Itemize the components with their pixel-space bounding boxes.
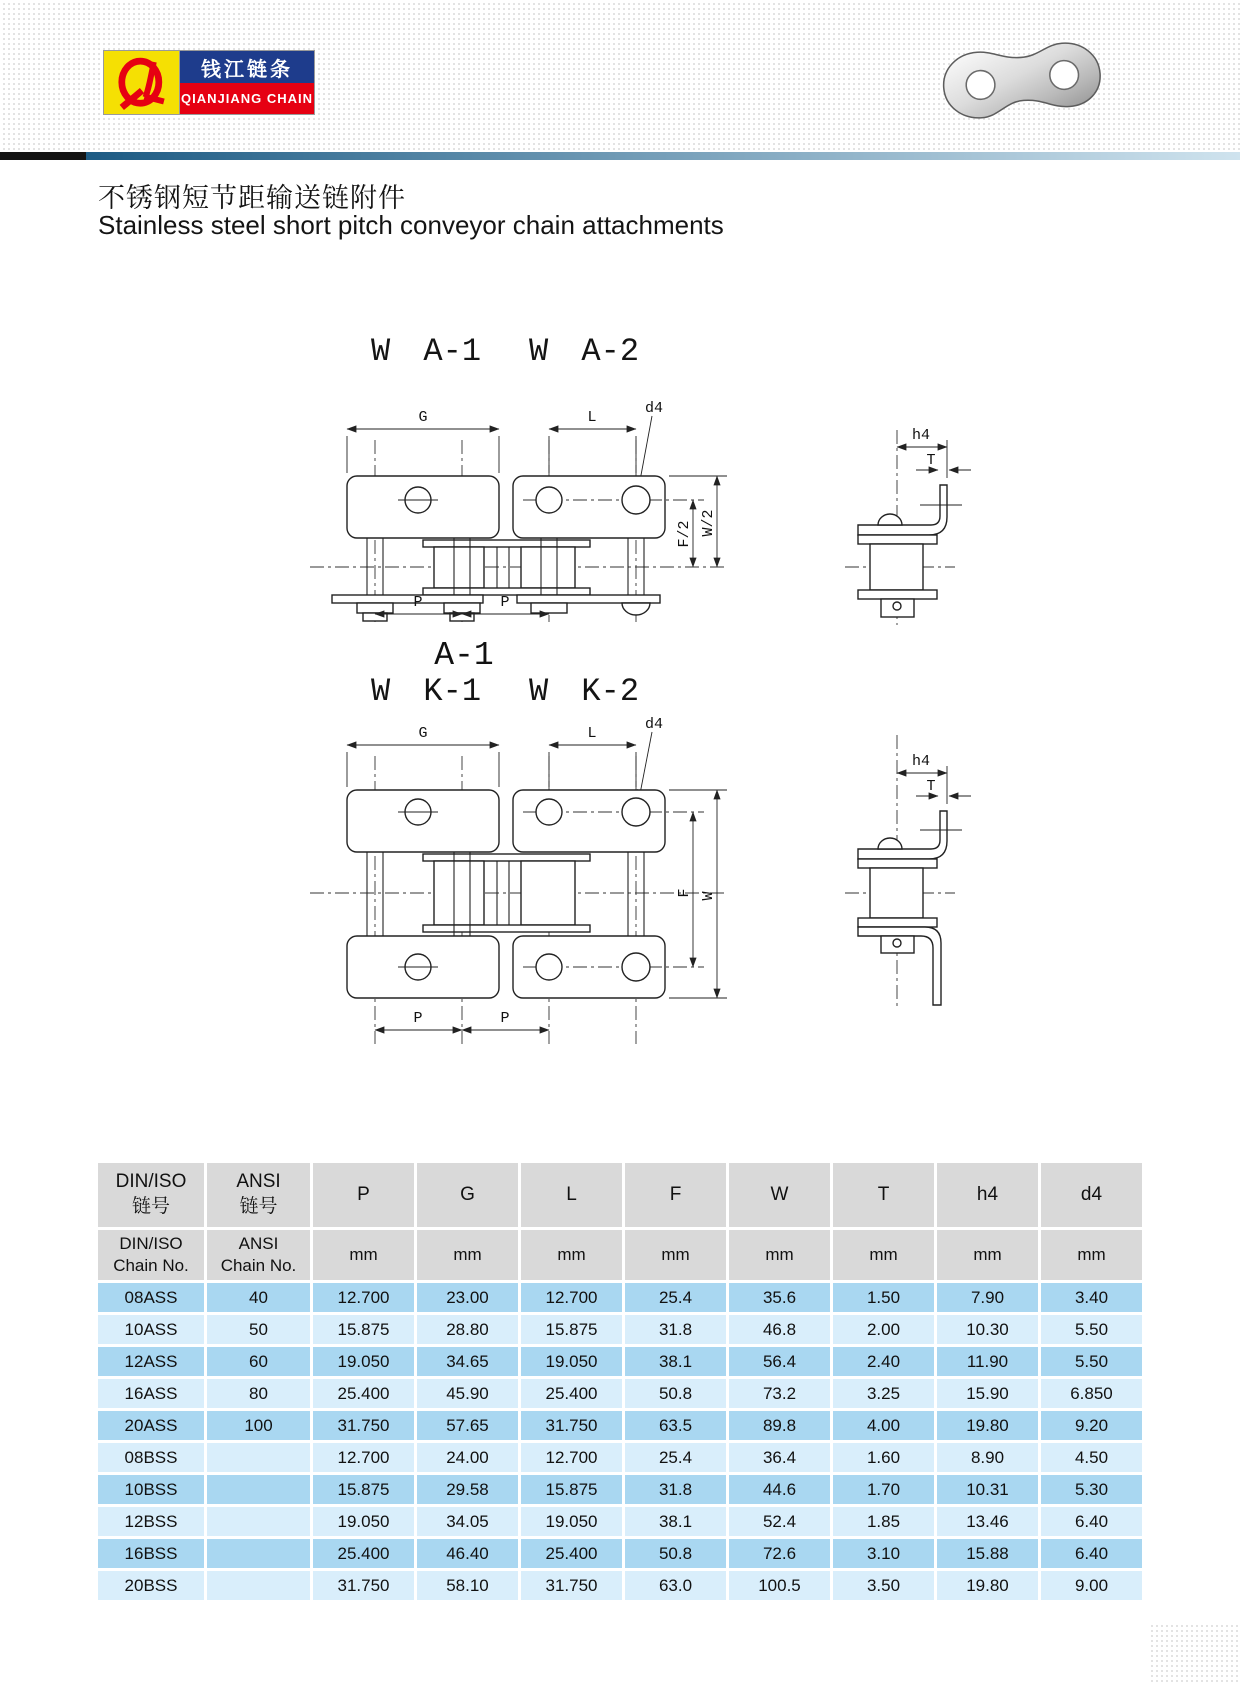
- diagram-a-caption: A-1: [434, 637, 494, 674]
- table-header-row-1: [98, 1163, 1142, 1227]
- unit-cell: mm: [937, 1230, 1038, 1280]
- table-row-20ASS: 20ASS 100 31.750 57.65 31.750 63.5 89.8 4.00 19.80 9.20: [98, 1411, 1142, 1440]
- dim-label-h4: h4: [911, 427, 931, 444]
- unit-cell: mm: [313, 1230, 414, 1280]
- dim-label-T: T: [926, 452, 936, 469]
- diagram-k-right-label: W K-2: [529, 673, 640, 710]
- diagram-k-front-view: [310, 716, 727, 1044]
- table-row-12BSS: 12BSS 19.050 34.05 19.050 38.1 52.4 1.85 13.46 6.40: [98, 1507, 1142, 1536]
- dim-label-P1: P: [413, 1010, 423, 1027]
- logo-brand-en: QIANJIANG CHAIN: [180, 83, 314, 114]
- dim-label-d4: d4: [645, 400, 664, 417]
- unit-cell: mm: [417, 1230, 518, 1280]
- col-subheader-ansi: ANSI Chain No.: [207, 1230, 310, 1280]
- logo-text-box: [180, 51, 314, 114]
- section-divider: [0, 152, 1240, 160]
- table-row-08BSS: 08BSS 12.700 24.00 12.700 25.4 36.4 1.60 8.90 4.50: [98, 1443, 1142, 1472]
- divider-black-segment: [0, 152, 86, 160]
- table-row-16ASS: 16ASS 80 25.400 45.90 25.400 50.8 73.2 3.25 15.90 6.850: [98, 1379, 1142, 1408]
- dim-label-G: G: [418, 725, 428, 742]
- dim-label-L: L: [587, 725, 597, 742]
- diagram-k-drawing: [290, 650, 1020, 1050]
- dim-label-L: L: [587, 409, 597, 426]
- dim-label-G: G: [418, 409, 428, 426]
- dim-label-F: F: [676, 888, 693, 898]
- table-row-10BSS: 10BSS 15.875 29.58 15.875 31.8 44.6 1.70 10.31 5.30: [98, 1475, 1142, 1504]
- dim-label-F2: F/2: [676, 520, 693, 548]
- diagram-k-left-label: W K-1: [371, 673, 482, 710]
- dim-label-T: T: [926, 778, 936, 795]
- table-header-row-2: [98, 1230, 1142, 1280]
- diagram-a-left-label: W A-1: [371, 333, 482, 370]
- logo-monogram-box: [104, 51, 180, 114]
- diagram-k-side-view: [845, 735, 971, 1010]
- table-row-10ASS: 10ASS 50 15.875 28.80 15.875 31.8 46.8 2.00 10.30 5.50: [98, 1315, 1142, 1344]
- col-header-T: T: [833, 1163, 934, 1227]
- col-header-F: F: [625, 1163, 726, 1227]
- unit-cell: mm: [521, 1230, 622, 1280]
- col-subheader-din-iso: DIN/ISO Chain No.: [98, 1230, 204, 1280]
- diagram-a-front-view: [310, 400, 727, 674]
- spec-table: [95, 1160, 1145, 1603]
- logo-brand-cn: 钱江链条: [180, 51, 314, 83]
- dim-label-P1: P: [413, 594, 423, 611]
- table-row-16BSS: 16BSS 25.400 46.40 25.400 50.8 72.6 3.10 15.88 6.40: [98, 1539, 1142, 1568]
- dim-label-W2: W/2: [700, 509, 717, 537]
- col-header-h4: h4: [937, 1163, 1038, 1227]
- qianjiang-logo: [103, 50, 315, 115]
- dim-label-d4: d4: [645, 716, 664, 733]
- table-row-20BSS: 20BSS 31.750 58.10 31.750 63.0 100.5 3.50 19.80 9.00: [98, 1571, 1142, 1600]
- dim-label-W: W: [700, 891, 717, 901]
- dim-label-P2: P: [500, 594, 510, 611]
- dim-label-h4: h4: [911, 753, 931, 770]
- divider-gradient-segment: [86, 152, 1240, 160]
- ql-monogram-icon: [110, 55, 174, 111]
- chain-link-plate-image: [937, 36, 1107, 127]
- col-header-d4: d4: [1041, 1163, 1142, 1227]
- unit-cell: mm: [729, 1230, 830, 1280]
- col-header-din-iso: DIN/ISO 链号: [98, 1163, 204, 1227]
- dim-label-P2: P: [500, 1010, 510, 1027]
- corner-dot-pattern: [1148, 1622, 1240, 1683]
- diagram-a-side-view: [845, 427, 971, 625]
- col-header-W: W: [729, 1163, 830, 1227]
- col-header-P: P: [313, 1163, 414, 1227]
- diagram-a-right-label: W A-2: [529, 333, 640, 370]
- col-header-G: G: [417, 1163, 518, 1227]
- unit-cell: mm: [1041, 1230, 1142, 1280]
- diagram-a-drawing: [290, 360, 1020, 690]
- col-header-L: L: [521, 1163, 622, 1227]
- table-row-12ASS: 12ASS 60 19.050 34.65 19.050 38.1 56.4 2.40 11.90 5.50: [98, 1347, 1142, 1376]
- col-header-ansi: ANSI 链号: [207, 1163, 310, 1227]
- table-row-08ASS: 08ASS 40 12.700 23.00 12.700 25.4 35.6 1.50 7.90 3.40: [98, 1283, 1142, 1312]
- unit-cell: mm: [833, 1230, 934, 1280]
- page-title-en: Stainless steel short pitch conveyor chain attachments: [98, 210, 724, 240]
- page-title-cn: 不锈钢短节距输送链附件: [98, 183, 406, 213]
- unit-cell: mm: [625, 1230, 726, 1280]
